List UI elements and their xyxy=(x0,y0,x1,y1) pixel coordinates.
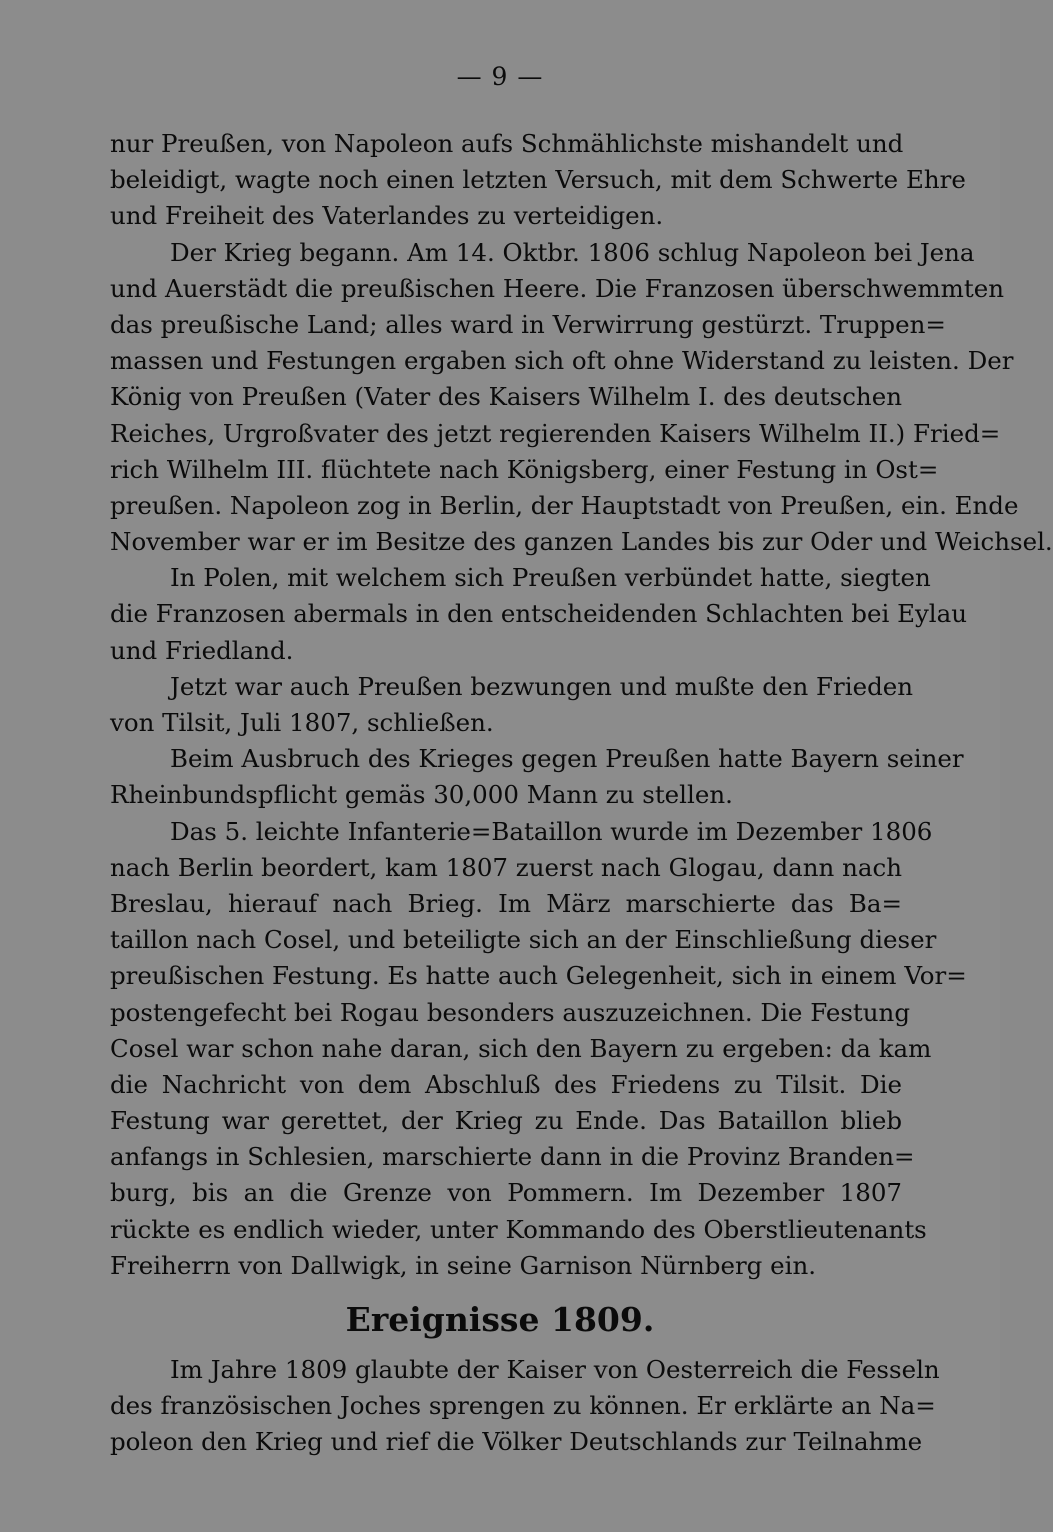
text-line: taillon nach Cosel, und beteiligte sich an der Einschließung dieser xyxy=(110,925,937,955)
text-line: Breslau, hierauf nach Brieg. Im März marschierte das Ba= xyxy=(110,888,902,918)
text-line: anfangs in Schlesien, marschierte dann in die Provinz Branden= xyxy=(110,1142,915,1172)
text-line: Beim Ausbruch des Krieges gegen Preußen hatte Bayern seiner xyxy=(170,744,964,774)
text-line: In Polen, mit welchem sich Preußen verbündet hatte, siegten xyxy=(170,563,931,593)
text-line: die Franzosen abermals in den entscheidenden Schlachten bei Eylau xyxy=(110,599,968,629)
text-line: massen und Festungen ergaben sich oft ohne Widerstand zu leisten. Der xyxy=(110,346,1014,376)
text-line: preußen. Napoleon zog in Berlin, der Hauptstadt von Preußen, ein. Ende xyxy=(110,490,1019,520)
text-line: November war er im Besitze des ganzen Landes bis zur Oder und Weichsel. xyxy=(110,527,1053,557)
text-line: nur Preußen, von Napoleon aufs Schmählichste mishandelt und xyxy=(110,129,904,158)
text-line: Cosel war schon nahe daran, sich den Bayern zu ergeben: da kam xyxy=(110,1033,932,1063)
body-text-continued xyxy=(110,1352,940,1461)
text-line: Der Krieg begann. Am 14. Oktbr. 1806 schlug Napoleon bei Jena xyxy=(170,237,975,267)
text-line: und Auerstädt die preußischen Heere. Die Franzosen überschwemmten xyxy=(110,273,1004,303)
text-line: Freiherrn von Dallwigk, in seine Garnison Nürnberg ein. xyxy=(110,1250,817,1280)
page-number: — 9 — xyxy=(456,62,544,91)
text-line: nach Berlin beordert, kam 1807 zuerst nach Glogau, dann nach xyxy=(110,852,902,882)
text-line: rückte es endlich wieder, unter Kommando des Oberstlieutenants xyxy=(110,1214,927,1244)
text-line: König von Preußen (Vater des Kaisers Wilhelm I. des deutschen xyxy=(110,382,902,412)
text-line: die Nachricht von dem Abschluß des Friedens zu Tilsit. Die xyxy=(110,1069,902,1099)
text-line: Jetzt war auch Preußen bezwungen und mußte den Frieden xyxy=(170,671,914,701)
text-line: beleidigt, wagte noch einen letzten Versuch, mit dem Schwerte Ehre xyxy=(110,165,966,195)
text-line: rich Wilhelm III. flüchtete nach Königsberg, einer Festung in Ost= xyxy=(110,454,939,484)
body-text xyxy=(110,126,1053,1284)
text-line: postengefecht bei Rogau besonders auszuzeichnen. Die Festung xyxy=(110,997,911,1027)
text-line: Im Jahre 1809 glaubte der Kaiser von Oesterreich die Fesseln xyxy=(170,1355,940,1384)
text-line: Rheinbundspflicht gemäs 30,000 Mann zu stellen. xyxy=(110,780,733,810)
text-line: und Freiheit des Vaterlandes zu verteidigen. xyxy=(110,201,664,231)
text-line: Reiches, Urgroßvater des jetzt regierenden Kaisers Wilhelm II.) Fried= xyxy=(110,418,1001,448)
text-line: des französischen Joches sprengen zu können. Er erklärte an Na= xyxy=(110,1391,936,1421)
text-line: Das 5. leichte Infanterie=Bataillon wurde im Dezember 1806 xyxy=(170,816,933,846)
text-line: von Tilsit, Juli 1807, schließen. xyxy=(110,708,494,737)
text-line: preußischen Festung. Es hatte auch Gelegenheit, sich in einem Vor= xyxy=(110,961,967,991)
section-heading: Ereignisse 1809. xyxy=(345,1300,655,1339)
text-line: und Friedland. xyxy=(110,635,294,665)
text-line: Festung war gerettet, der Krieg zu Ende. Das Bataillon blieb xyxy=(110,1106,902,1136)
text-line: das preußische Land; alles ward in Verwirrung gestürzt. Truppen= xyxy=(110,309,946,339)
text-line: burg, bis an die Grenze von Pommern. Im Dezember 1807 xyxy=(110,1178,902,1208)
text-line: poleon den Krieg und rief die Völker Deutschlands zur Teilnahme xyxy=(110,1427,923,1457)
